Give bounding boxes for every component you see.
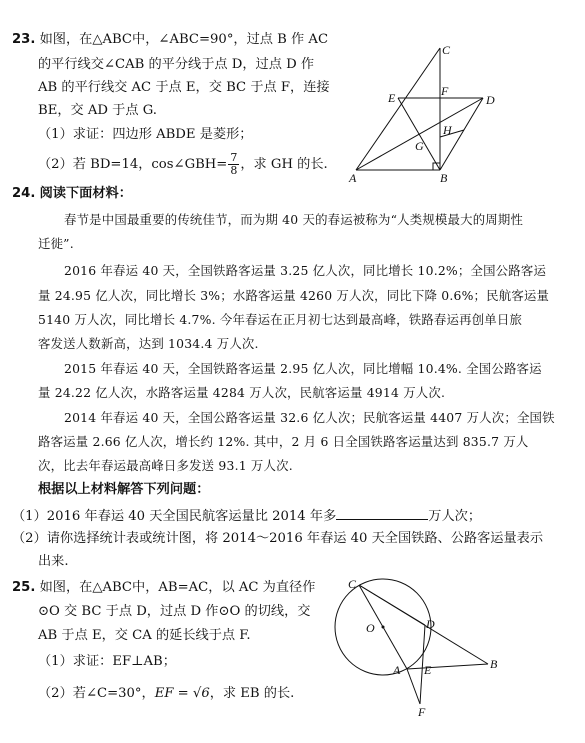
- material-line: 2014 年春运 40 天，全国公路客运量 32.6 亿人次；民航客运量 4407 万人次；全国铁: [64, 410, 555, 425]
- material-line: 量 24.95 亿人次，同比增长 3%；水路客运量 4260 万人次，同比下降 0.6%；民航客运量: [38, 288, 550, 303]
- material-line: 次，比去年春运最高峰日多发送 93.1 万人次.: [38, 458, 293, 473]
- q23-line-2: 的平行线交∠CAB 的平分线于点 D，过点 D 作: [38, 57, 315, 72]
- q24-part-1: [12, 505, 481, 527]
- q25-line-3: AB 于点 E，交 CA 的延长线于点 F.: [38, 628, 251, 643]
- q24-number: 24.: [12, 186, 36, 201]
- q23-line-3: AB 的平行线交 AC 于点 E，交 BC 于点 F，连接: [38, 80, 330, 95]
- q25-text-1: 如图，在△ABC中，AB=AC，以 AC 为直径作: [39, 580, 316, 595]
- q25-part2-expr: EF = √6: [154, 686, 210, 701]
- material-line: 客发送人数新高，达到 1034.4 万人次.: [38, 336, 259, 351]
- material-line: 2016 年春运 40 天，全国铁路客运量 3.25 亿人次，同比增长 10.2%；全国公路客运: [64, 263, 547, 278]
- label-e: E: [424, 663, 432, 677]
- q24-title: 阅读下面材料：: [39, 186, 132, 201]
- label-b: B: [440, 171, 448, 185]
- answer-blank[interactable]: [336, 505, 428, 520]
- q23-line-4: BE，交 AD 于点 G.: [38, 103, 157, 118]
- q24-part-2-cont: 出来.: [38, 554, 69, 569]
- answer-heading: 根据以上材料解答下列问题：: [38, 482, 210, 497]
- q25-part2-pre: （2）若∠C=30°，: [38, 686, 155, 701]
- label-e: E: [388, 91, 396, 105]
- q23-text-1: 如图，在△ABC中，∠ABC=90°，过点 B 作 AC: [39, 32, 329, 47]
- q24-part1-post: 万人次；: [428, 509, 482, 524]
- q25-part2-post: ，求 EB 的长.: [209, 686, 295, 701]
- material-line: 路客运量 2.66 亿人次，增长约 12%. 其中，2 月 6 日全国铁路客运量达到 835.7 万人: [38, 434, 529, 449]
- material-line: 量 24.22 亿人次，水路客运量 4284 万人次，民航客运量 4914 万人次.: [38, 385, 446, 400]
- material-line: 2015 年春运 40 天，全国铁路客运量 2.95 亿人次，同比增幅 10.4%. 全国公路客运: [64, 361, 542, 376]
- fraction-numerator: 7: [230, 151, 238, 164]
- label-o: O: [366, 621, 375, 635]
- material-line: 5140 万人次，同比增长 4.7%. 今年春运在正月初七达到最高峰，铁路春运再创单日旅: [38, 312, 523, 327]
- center-point: [382, 626, 385, 629]
- q23-number: 23.: [12, 32, 36, 47]
- q23-part-1: （1）求证：四边形 ABDE 是菱形；: [38, 127, 253, 142]
- q25-line-1: [12, 578, 315, 598]
- material-line: 春节是中国最重要的传统佳节，而为期 40 天的春运被称为“人类规模最大的周期性: [64, 212, 524, 227]
- q23-part2-post: ，求 GH 的长.: [240, 157, 328, 172]
- label-b: B: [490, 657, 498, 671]
- q25-part-2: [38, 684, 294, 704]
- label-d: D: [426, 617, 435, 631]
- label-g: G: [415, 139, 424, 153]
- material-line: 迁徙”.: [38, 236, 74, 251]
- label-a: A: [393, 663, 401, 677]
- q25-part-1: （1）求证：EF⊥AB；: [38, 654, 176, 669]
- label-h: H: [443, 123, 452, 137]
- label-f: F: [441, 84, 449, 98]
- q25-figure: [326, 570, 506, 740]
- q24-part-2: （2）请你选择统计表或统计图，将 2014～2016 年春运 40 天全国铁路、公路客运量表示: [12, 531, 544, 546]
- q25-number: 25.: [12, 580, 36, 595]
- label-c: C: [442, 43, 451, 57]
- label-f: F: [418, 705, 426, 719]
- q23-part-2: [38, 152, 328, 177]
- q24-title-line: [12, 184, 132, 204]
- label-a: A: [349, 171, 357, 185]
- q24-part1-pre: （1）2016 年春运 40 天全国民航客运量比 2014 年多: [12, 509, 337, 524]
- q23-fraction: [228, 152, 239, 177]
- q23-figure: [340, 38, 510, 188]
- label-c: C: [348, 577, 357, 591]
- q25-line-2: ⊙O 交 BC 于点 D，过点 D 作⊙O 的切线，交: [38, 604, 311, 619]
- label-d: D: [486, 93, 495, 107]
- fraction-denominator: 8: [230, 164, 238, 177]
- q23-part2-pre: （2）若 BD=14，cos∠GBH=: [38, 157, 228, 172]
- q23-line-1: [12, 30, 328, 50]
